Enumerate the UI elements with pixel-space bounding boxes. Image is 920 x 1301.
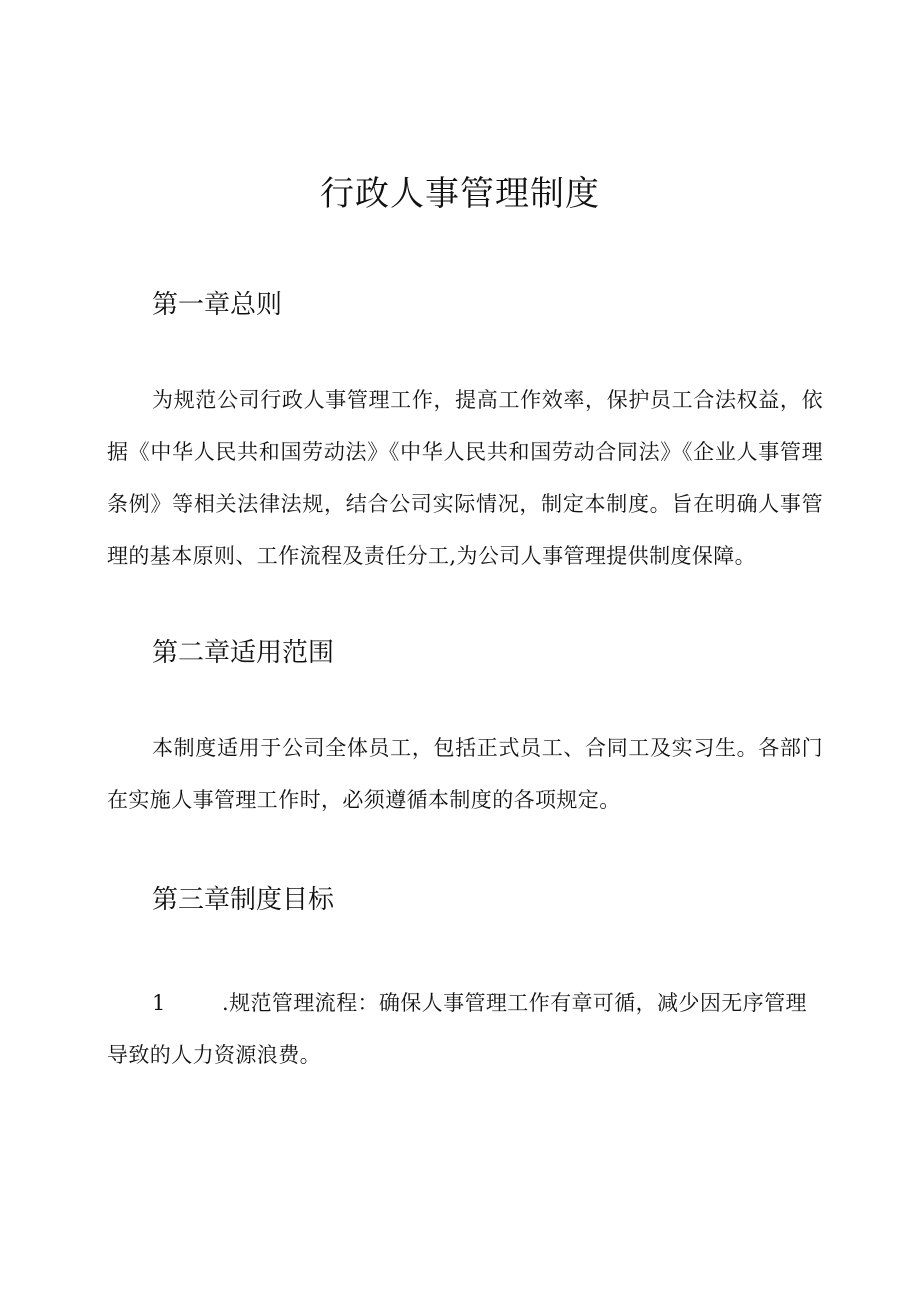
objective-list-item xyxy=(107,977,823,1081)
chapter-paragraph-scope: 本制度适用于公司全体员工，包括正式员工、合同工及实习生。各部门在实施人事管理工作时，必须遵循本制度的各项规定。 xyxy=(107,736,823,812)
list-item-text: .规范管理流程：确保人事管理工作有章可循，减少因无序管理导致的人力资源浪费。 xyxy=(107,991,807,1067)
document-title: 行政人事管理制度 xyxy=(320,174,600,214)
list-item-number: 1 xyxy=(152,991,166,1015)
chapter-paragraph-general: 为规范公司行政人事管理工作，提高工作效率，保护员工合法权益，依据《中华人民共和国劳动法》《中华人民共和国劳动合同法》《企业人事管理条例》等相关法律法规，结合公司实际情况，制定本制度。旨在明确人事管理的基本原则、工作流程及责任分工,为公司人事管理提供制度保障。 xyxy=(107,388,823,568)
chapter-heading-objectives: 第三章制度目标 xyxy=(152,885,335,915)
chapter-heading-general: 第一章总则 xyxy=(152,290,283,320)
chapter-heading-scope: 第二章适用范围 xyxy=(152,638,335,668)
